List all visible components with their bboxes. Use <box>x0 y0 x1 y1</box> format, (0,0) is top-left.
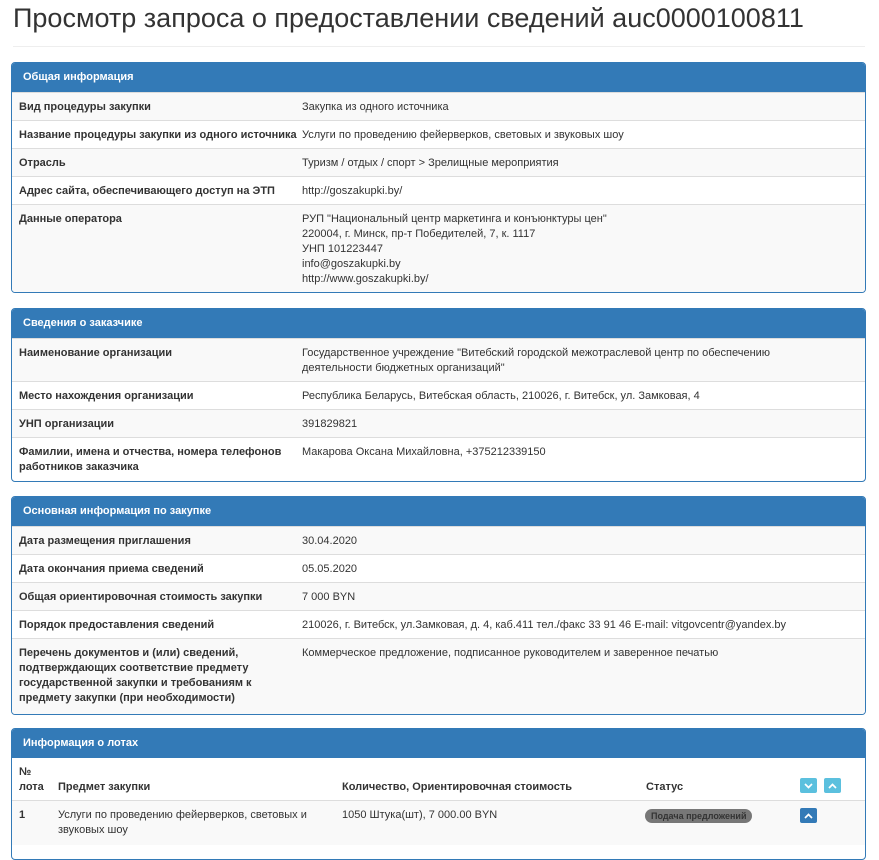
row-label: Данные оператора <box>19 213 122 225</box>
info-row <box>12 610 865 638</box>
row-label: Дата окончания приема сведений <box>19 563 204 575</box>
info-row <box>12 120 865 148</box>
row-value: http://goszakupki.by/ <box>302 185 403 197</box>
operator-line: РУП "Национальный центр маркетинга и конъюнктуры цен" <box>302 213 607 225</box>
operator-details <box>302 212 855 287</box>
operator-line: http://www.goszakupki.by/ <box>302 273 429 285</box>
row-label: Адрес сайта, обеспечивающего доступ на ЭТП <box>19 185 275 197</box>
lots-panel <box>11 728 866 860</box>
row-value: Коммерческое предложение, подписанное руководителем и заверенное печатью <box>302 647 719 659</box>
chevron-up-icon <box>804 813 813 819</box>
info-row <box>12 638 865 715</box>
info-row <box>12 526 865 554</box>
lot-row <box>12 800 865 845</box>
info-row <box>12 409 865 437</box>
collapse-all-button[interactable] <box>824 778 841 793</box>
row-label: Вид процедуры закупки <box>19 101 151 113</box>
purchase-panel <box>11 496 866 715</box>
info-row <box>12 338 865 381</box>
row-value: Туризм / отдых / спорт > Зрелищные мероприятия <box>302 157 559 169</box>
column-header-number: № лота <box>19 766 44 793</box>
column-header-status: Статус <box>646 781 684 793</box>
lot-subject: Услуги по проведению фейерверков, световых и звуковых шоу <box>58 809 307 836</box>
general-info-heading: Общая информация <box>12 63 865 92</box>
lots-heading: Информация о лотах <box>12 729 865 758</box>
general-info-panel <box>11 62 866 293</box>
status-badge: Подача предложений <box>645 809 752 823</box>
row-label: УНП организации <box>19 418 115 430</box>
chevron-down-icon <box>804 783 813 789</box>
row-label: Место нахождения организации <box>19 390 194 402</box>
row-value: 7 000 BYN <box>302 591 356 603</box>
row-value: Государственное учреждение "Витебский городской межотраслевой центр по обеспечению деятельности бюджетных организаций" <box>302 347 771 374</box>
column-header-quantity: Количество, Ориентировочная стоимость <box>342 781 572 793</box>
row-value: 391829821 <box>302 418 358 430</box>
column-header-subject: Предмет закупки <box>58 781 151 793</box>
row-label: Перечень документов и (или) сведений, подтверждающих соответствие предмету государственной закупки и требованиям к предмету закупки (при необходимости) <box>19 647 252 704</box>
chevron-up-icon <box>828 783 837 789</box>
purchase-heading: Основная информация по закупке <box>12 497 865 526</box>
info-row <box>12 554 865 582</box>
lot-number: 1 <box>19 809 26 821</box>
operator-line: УНП 101223447 <box>302 243 383 255</box>
info-row <box>12 381 865 409</box>
row-value: Услуги по проведению фейерверков, световых и звуковых шоу <box>302 129 624 141</box>
row-label: Порядок предоставления сведений <box>19 619 215 631</box>
operator-line: info@goszakupki.by <box>302 258 401 270</box>
row-label: Общая ориентировочная стоимость закупки <box>19 591 263 603</box>
row-value: 210026, г. Витебск, ул.Замковая, д. 4, каб.411 тел./факс 33 91 46 E-mail: vitgovcentr@yandex.by <box>302 619 787 631</box>
row-value: Макарова Оксана Михайловна, +375212339150 <box>302 446 546 458</box>
lot-quantity: 1050 Штука(шт), 7 000.00 BYN <box>342 809 498 821</box>
row-value: Республика Беларусь, Витебская область, 210026, г. Витебск, ул. Замковая, 4 <box>302 390 700 402</box>
operator-line: 220004, г. Минск, пр-т Победителей, 7, к. 1117 <box>302 228 536 240</box>
info-row <box>12 437 865 481</box>
lot-toggle-button[interactable] <box>800 808 817 823</box>
customer-heading: Сведения о заказчике <box>12 309 865 338</box>
info-row <box>12 176 865 204</box>
info-row <box>12 92 865 120</box>
info-row <box>12 582 865 610</box>
lots-table-header <box>12 758 865 800</box>
info-row <box>12 148 865 176</box>
expand-all-button[interactable] <box>800 778 817 793</box>
row-label: Дата размещения приглашения <box>19 535 191 547</box>
row-value: 30.04.2020 <box>302 535 358 547</box>
row-label: Фамилии, имена и отчества, номера телефонов работников заказчика <box>19 446 282 473</box>
row-label: Наименование организации <box>19 347 173 359</box>
row-label: Название процедуры закупки из одного источника <box>19 129 297 141</box>
page-title: Просмотр запроса о предоставлении сведений auc0000100811 <box>13 3 804 33</box>
row-label: Отрасль <box>19 157 66 169</box>
operator-row <box>12 204 865 293</box>
row-value: 05.05.2020 <box>302 563 358 575</box>
customer-panel <box>11 308 866 482</box>
title-divider <box>13 46 865 47</box>
row-value: Закупка из одного источника <box>302 101 449 113</box>
